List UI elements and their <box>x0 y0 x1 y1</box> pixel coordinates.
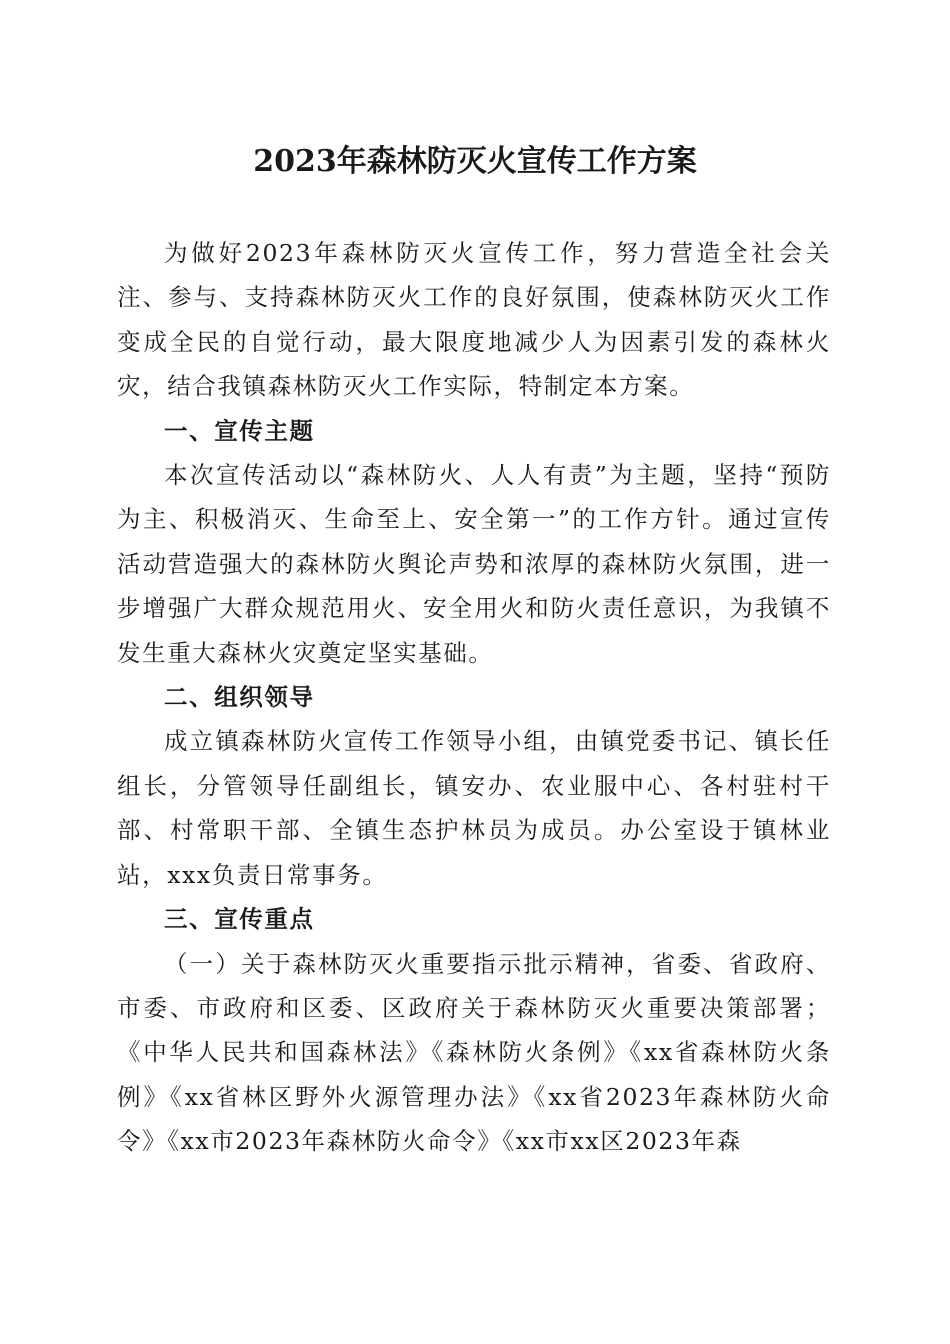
section-body-theme: 本次宣传活动以“森林防火、人人有责”为主题，坚持“预防为主、积极消灭、生命至上、安全第一”的工作方针。通过宣传活动营造强大的森林防火舆论声势和浓厚的森林防火氛围，进一步增强广大群众规范用火、安全用火和防火责任意识，为我镇不发生重大森林火灾奠定坚实基础。 <box>117 461 831 667</box>
section-heading-theme: 一、宣传主题 <box>164 416 315 445</box>
section-heading-organization: 二、组织领导 <box>164 683 315 712</box>
section-body-focus: （一）关于森林防灭火重要指示批示精神，省委、省政府、市委、市政府和区委、区政府关于森林防灭火重要决策部署；《中华人民共和国森林法》《森林防火条例》《xx省森林防火条例》《xx省林区野外火源管理办法》《xx省2023年森林防火命令》《xx市2023年森林防火命令》《xx市xx区2023年森 <box>117 949 831 1156</box>
document-title: 2023年森林防灭火宣传工作方案 <box>253 144 697 179</box>
section-heading-focus: 三、宣传重点 <box>164 905 315 934</box>
intro-paragraph: 为做好2023年森林防灭火宣传工作，努力营造全社会关注、参与、支持森林防灭火工作的良好氛围，使森林防灭火工作变成全民的自觉行动，最大限度地减少人为因素引发的森林火灾，结合我镇森林防灭火工作实际，特制定本方案。 <box>117 239 831 401</box>
section-body-organization: 成立镇森林防火宣传工作领导小组，由镇党委书记、镇长任组长，分管领导任副组长，镇安办、农业服中心、各村驻村干部、村常职干部、全镇生态护林员为成员。办公室设于镇林业站，xxx负责日常事务。 <box>117 727 831 889</box>
document-body <box>117 231 831 1164</box>
